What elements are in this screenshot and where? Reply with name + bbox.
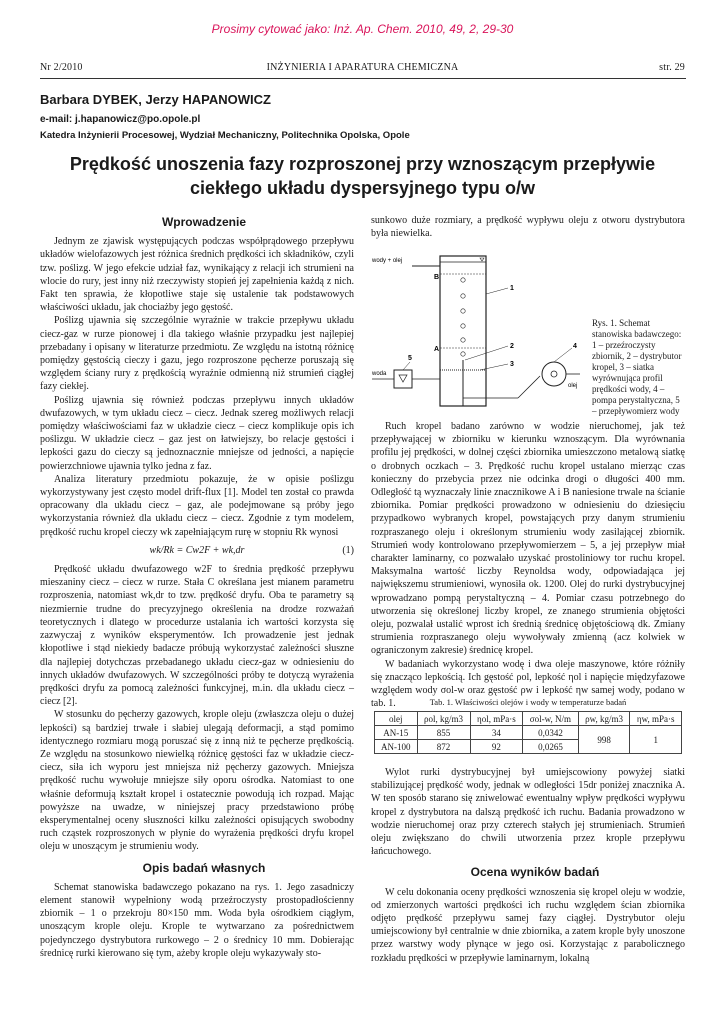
right-column-top — [371, 214, 685, 240]
table-header-cell: ρol, kg/m3 — [417, 712, 470, 726]
table-caption: Tab. 1. Właściwości olejów i wody w temperaturze badań — [429, 697, 627, 707]
oil-droplet — [461, 278, 465, 282]
paragraph: Poślizg ujawnia się szczególnie wyraźnie w trakcie przepływu układu ciecz-gaz w rurze pionowej i dla takiego właśnie przypadku jest najlepiej przebadany i opisany w literaturze przedmiotu. Ze względu na istotną różnicę pomiędzy gęstością cieczy i gazu, jego rozproszone pęcherze poruszają się względem ściany rury z prędkością wyraźnie odmienną niż strumień ciągłej fazy ciekłej. — [40, 315, 354, 393]
section-heading-results: Ocena wyników badań — [470, 865, 600, 880]
label-5: 5 — [408, 355, 412, 362]
label-a: A — [434, 346, 440, 353]
table-cell-water-viscosity: 1 — [630, 726, 682, 754]
equation-1 — [40, 544, 354, 557]
label-1: 1 — [510, 285, 514, 292]
leader-4 — [554, 348, 572, 362]
equation-body: wk/Rk = Cw2F + wk,dr — [149, 544, 245, 556]
paragraph: Schemat stanowiska badawczego pokazano na rys. 1. Jego zasadniczy element stanowił wypełniony wodą przeźroczysty prostopadłościenny zbiornik – 1 o przekroju 80×150 mm. Woda była ośrodkiem ciągłym, unoszącym krople oleju. Krople te wytwarzano za pośrednictwem pojedynczego dystrybutora rurkowego – 2 o średnicy 10 mm. Dobierając średnicę rurki kierowano się tym, ażeby krople oleju wykazywały sto- — [40, 881, 354, 959]
left-column — [40, 216, 354, 960]
table-cell: 855 — [417, 726, 470, 740]
header-rule — [40, 78, 686, 79]
leader-1 — [486, 288, 508, 294]
paragraph: Prędkość układu dwufazowego w2F to średnia prędkość przepływu mieszaniny ciecz – ciecz w rurze. Stała C określana jest mianem parametru rozproszenia, natomiast wk,dr to tzw. prędkość dryfu. Oba te parametry są niezmiernie trudne do precyzyjnego określenia na drodze rozważań teoretycznych i dlatego w procedurze ustalania ich wartości korzysta się zazwyczaj z wyników eksperymentów. Ich prowadzenie jest jednak kłopotliwe i stąd niekiedy badacze próbują wykorzystać zależności słuszne dla najlepiej dotychczas przebadanego układu ciecz-gaz w odniesieniu do innych układów dwufazowych. W szczególności próby te dotyczą wyrażenia prędkości dryfu za pomocą zależności funkcyjnej, m.in. dla układu ciecz – ciecz [2]. — [40, 564, 354, 708]
table-cell: 0,0342 — [523, 726, 579, 740]
section-heading-introduction: Wprowadzenie — [161, 215, 246, 229]
table-cell: 872 — [417, 740, 470, 754]
paragraph: W stosunku do pęcherzy gazowych, krople oleju (zwłaszcza oleju o dużej lepkości) są bardziej trwałe i słabiej ulegają deformacji, a stąd pomimo identycznego rozmiaru mogą poruszać się z inną niż te pęcherze prędkością. Ze względu na stosunkowo niewielką różnicę gęstości faz w układzie ciecz-ciecz, siła ich wyporu jest mniejsza niż pęcherzy gazowych. Mniejsza prędkość ruchu wywołuje mniejsze siły oporu ośrodka. Natomiast to one właśnie deformują kształt kropel i ostatecznie powodują ich rozpad. Mając powyższe na uwadze, w niniejszej pracy przedstawiono próbę eksperymentalnej oceny słuszności kilku zależności opisujących swobodny ruch cząstek rozproszonych w płynie do wyrażenia prędkości dryfu kropel oleju w unoszącym je strumieniu wody. — [40, 709, 354, 853]
table-cell: AN-15 — [375, 726, 418, 740]
paragraph: W celu dokonania oceny prędkości wznoszenia się kropel oleju w wodzie, od zmierzonych wartości prędkości ich ruchu względem ścian zbiornika odjęto prędkość przepływu samej fazy ciągłej. Dystrybutor oleju umiejscowiony był centralnie w dnie zbiornika, a zatem krople były unoszone przez warstwy wody płynące w jego osi. Korzystając z parabolicznego rozkładu prędkości w przepływie laminarnym, lokalną — [371, 886, 685, 964]
label-water: woda — [372, 371, 387, 377]
citation-note: Prosimy cytować jako: Inż. Ap. Chem. 2010, 49, 2, 29-30 — [211, 22, 514, 36]
properties-table — [374, 711, 682, 754]
authors: Barbara DYBEK, Jerzy HAPANOWICZ — [40, 92, 271, 107]
water-flowmeter — [394, 370, 412, 388]
paragraph: W badaniach wykorzystano wodę i dwa oleje maszynowe, które różniły się znacząco lepkością. Ich gęstość ρol, lepkość ηol i napięcie międzyfazowe względem wody σol-w oraz gęstość ρw i lepkość ηw samej wody, podano w tab. 1. — [371, 658, 685, 710]
leader-3 — [480, 364, 508, 370]
label-outlet: wody + olej — [372, 258, 403, 264]
oil-droplet — [461, 309, 465, 313]
flowmeter-symbol — [399, 375, 407, 382]
header-page: str. 29 — [659, 62, 685, 73]
section-heading-methods: Opis badań własnych — [142, 860, 266, 875]
table-cell: AN-100 — [375, 740, 418, 754]
oil-droplet — [461, 352, 465, 356]
equation-number: (1) — [342, 544, 354, 556]
label-oil: olej — [568, 383, 578, 389]
leader-5 — [403, 362, 410, 370]
figure-test-stand-schematic — [368, 248, 588, 410]
author-email[interactable]: e-mail: j.hapanowicz@po.opole.pl — [40, 114, 201, 125]
paragraph: sunkowo duże rozmiary, a prędkość wypływu oleju z otworu dystrybutora była niewielka. — [371, 215, 685, 240]
label-2: 2 — [510, 343, 514, 350]
water-level-marker — [480, 258, 484, 261]
paragraph: Analiza literatury przedmiotu pokazuje, że w opisie poślizgu wykorzystywany jest często model drift-flux [1]. Model ten został co prawda opracowany dla układu ciecz – gaz, ale podejmowane są próby jego wykorzystania również dla układu ciecz – ciecz. Zgodnie z tym modelem, prędkość ruchu kropel cieczy wk zapełniającym rurę w stopniu Rk wynosi — [40, 473, 354, 538]
paragraph: Jednym ze zjawisk występujących podczas współprądowego przepływu układów wielofazowych jest różnica średnich prędkości ich składników, czyli tzw. poślizg. W jego efekcie udział faz, wynikający z relacji ich strumieni na wlocie do rury, jest inny niż rzeczywisty stopień jej zapełnienia każdą z nich. Fakt ten sprawia, że kłopotliwe staje się ustalenie tak podstawowych właściwości układu, jak chociażby jego gęstość. — [40, 236, 354, 314]
label-3: 3 — [510, 361, 514, 368]
oil-droplet — [461, 294, 465, 298]
table-row — [375, 726, 682, 740]
paragraph: Poślizg ujawnia się również podczas przepływu innych układów dwufazowych, w tym układu ciecz – ciecz. Jednak szereg możliwych relacji pomiędzy właściwościami faz w układzie ciecz – ciecz komplikuje opis ich poślizgu. W układzie ciecz – gaz jest on łatwiejszy, bo relacje gęstości i lepkości gazu do cieczy są jednoznacznie mniejsze od jedności, a napięcie powierzchniowe ujawnia tylko jedna z faz. — [40, 394, 354, 472]
table-cell-water-density: 998 — [578, 726, 630, 754]
oil-droplet — [461, 338, 465, 342]
label-b: B — [434, 274, 440, 281]
pump-rotor — [551, 371, 557, 377]
right-column-bottom — [371, 766, 685, 965]
table-header-cell: ρw, kg/m3 — [578, 712, 630, 726]
oil-droplet — [461, 324, 465, 328]
right-column — [371, 420, 685, 710]
table-cell: 34 — [470, 726, 523, 740]
table-header-cell: ηw, mPa·s — [630, 712, 682, 726]
label-4: 4 — [573, 343, 577, 350]
table-cell: 92 — [470, 740, 523, 754]
figure-caption: Rys. 1. Schemat stanowiska badawczego: 1 – przeźroczysty zbiornik, 2 – dystrybutor kropel, 3 – siatka wyrównująca profil prędkości wody, 4 – pompa perystaltyczna, 5 – przepływomierz wody — [592, 318, 682, 416]
affiliation: Katedra Inżynierii Procesowej, Wydział Mechaniczny, Politechnika Opolska, Opole — [40, 130, 410, 141]
header-issue: Nr 2/2010 — [40, 62, 83, 73]
peristaltic-pump — [542, 362, 566, 386]
table-header-cell: olej — [375, 712, 418, 726]
table-header-cell: ηol, mPa·s — [470, 712, 523, 726]
oil-feed-line-2 — [518, 376, 540, 398]
paragraph: Ruch kropel badano zarówno w wodzie nieruchomej, jak też przepływającej w zbiorniku w kierunku wznoszącym. Dla wyrównania profilu jej prędkości, w dolnej części zbiornika umieszczono metalową siatkę o drobnych oczkach – 3. Prędkość ruchu kropel ustalano mierząc czas konieczny do przebycia przez nie odcinka drogi o długości 400 mm. Odległość tą wyznaczały linie znacznikowe A i B naniesione trwale na ścianie zbiornika. Pomiar prędkości prowadzono w odniesieniu do dziesięciu przypadkowo wybranych kropel, powstających przy danym strumieniu rozpraszanego oleju i określonym strumieniu wody zasilającej zbiornik. Strumień wody kontrolowano przepływomierzem – 5, a jej przepływ miał charakter laminarny, co pozwalało uzyskać prostoliniowy tor ruchu kropel. Maksymalna wartość liczby Reynoldsa wody, odpowiadająca jej największemu strumieniowi, wynosiła ok. 1200. Olej do rurki dystrybucyjnej wprowadzano pompą perystaltyczną – 4. Pomiar czasu potrzebnego do utworzenia się określonej liczby kropel, ze znanego strumienia objętości oleju, pozwalał ustalić wprost ich średnią średnicę objętościową dk. Zmiany strumienia rozpraszanego oleju wywoływały zmienną (acz kolwiek w ograniczonym zakresie) średnicę kropel. — [371, 421, 685, 657]
paper-title: Prędkość unoszenia fazy rozproszonej przy wznoszącym przepływie ciekłego układu dyspersyjnego typu o/w — [69, 154, 656, 198]
table-header-row — [375, 712, 682, 726]
table-header-cell: σol-w, N/m — [523, 712, 579, 726]
paragraph: Wylot rurki dystrybucyjnej był umiejscowiony powyżej siatki stabilizującej prędkość wody, jednak w odległości 15dr poniżej znacznika A. W ten sposób starano się zniwelować ewentualny wpływ prędkości wypływu kropel z dystrybutora na dalszą prędkość ich ruchu. Badania prowadzono w wodzie nieruchomej oraz przy czterech stałych jej strumieniach. Strumień oleju zwiększano do chwili utworzenia przez krople przepływu łańcuchowego. — [371, 767, 685, 858]
header-journal: INŻYNIERIA I APARATURA CHEMICZNA — [266, 62, 459, 73]
table-cell: 0,0265 — [523, 740, 579, 754]
